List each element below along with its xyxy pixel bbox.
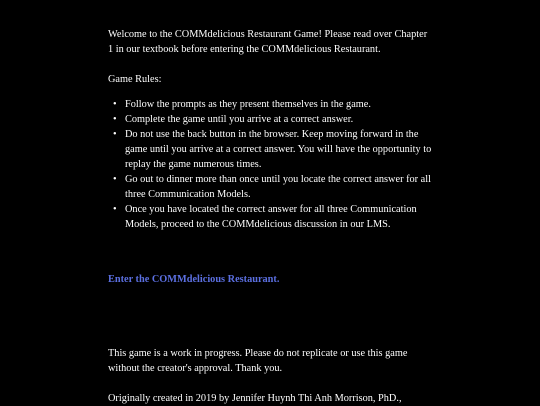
credits-text: Originally created in 2019 by Jennifer Huynh Thi Anh Morrison, PhD., bbox=[108, 393, 402, 404]
bullet-icon: • bbox=[113, 129, 117, 140]
enter-restaurant-link[interactable]: Enter the COMMdelicious Restaurant. bbox=[108, 274, 280, 285]
bullet-icon: • bbox=[113, 99, 117, 110]
rule-text: Complete the game until you arrive at a correct answer. bbox=[125, 114, 354, 125]
rule-item bbox=[113, 97, 433, 112]
intro-text: Welcome to the COMMdelicious Restaurant Game! Please read over Chapter 1 in our textbook before entering the COMMdelicious Restaurant. bbox=[108, 29, 428, 55]
rule-text: Once you have located the correct answer for all three Communication Models, proceed to the COMMdelicious discussion in our LMS. bbox=[125, 204, 417, 230]
rules-list bbox=[108, 97, 433, 232]
rule-text: Do not use the back button in the browser. Keep moving forward in the game until you arrive at a correct answer. You will have the opportunity to replay the game numerous times. bbox=[125, 129, 432, 170]
rule-item bbox=[113, 202, 433, 232]
passage-content bbox=[108, 27, 433, 406]
rules-heading: Game Rules: bbox=[108, 74, 162, 85]
rule-item bbox=[113, 112, 433, 127]
bullet-icon: • bbox=[113, 204, 117, 215]
rule-text: Go out to dinner more than once until you locate the correct answer for all three Communication Models. bbox=[125, 174, 431, 200]
rule-item bbox=[113, 172, 433, 202]
rule-item bbox=[113, 127, 433, 172]
rule-text: Follow the prompts as they present themselves in the game. bbox=[125, 99, 371, 110]
bullet-icon: • bbox=[113, 174, 117, 185]
bullet-icon: • bbox=[113, 114, 117, 125]
disclaimer-text: This game is a work in progress. Please do not replicate or use this game without the creator's approval. Thank you. bbox=[108, 348, 408, 374]
